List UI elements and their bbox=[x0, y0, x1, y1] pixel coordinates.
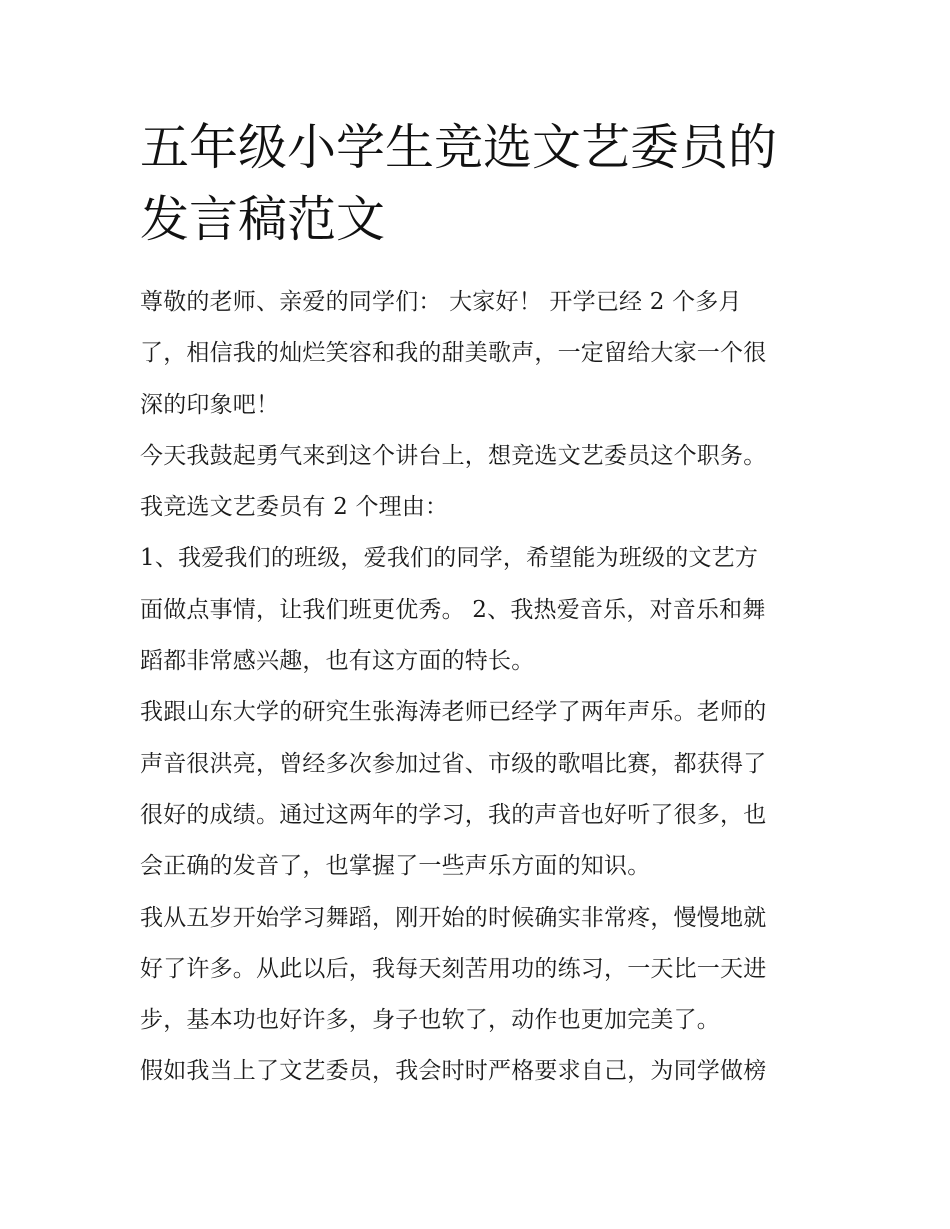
text-line: 我从五岁开始学习舞蹈，刚开始的时候确实非常疼，慢慢地就 bbox=[140, 904, 767, 931]
title-line: 五年级小学生竞选文艺委员的 bbox=[140, 119, 778, 176]
text-line: 1、我爱我们的班级，爱我们的同学，希望能为班级的文艺方 bbox=[140, 545, 759, 572]
text-line: 声音很洪亮，曾经多次参加过省、市级的歌唱比赛，都获得了 bbox=[140, 750, 767, 777]
text-line: 蹈都非常感兴趣，也有这方面的特长。 bbox=[140, 648, 535, 675]
text-line: 今天我鼓起勇气来到这个讲台上，想竞选文艺委员这个职务。 bbox=[140, 442, 767, 469]
text-line: 面做点事情，让我们班更优秀。 2、我热爱音乐，对音乐和舞 bbox=[140, 596, 766, 623]
text-line: 很好的成绩。通过这两年的学习，我的声音也好听了很多，也 bbox=[140, 801, 767, 828]
text-line: 假如我当上了文艺委员，我会时时严格要求自己，为同学做榜 bbox=[140, 1058, 767, 1085]
text-line: 深的印象吧！ bbox=[140, 391, 280, 418]
text-line: 尊敬的老师、亲爱的同学们： 大家好！ 开学已经 2 个多月 bbox=[140, 289, 742, 315]
document-body bbox=[140, 280, 830, 1101]
text-line: 好了许多。从此以后，我每天刻苦用功的练习，一天比一天进 bbox=[140, 955, 767, 982]
text-line: 我跟山东大学的研究生张海涛老师已经学了两年声乐。老师的 bbox=[140, 699, 767, 726]
text-line: 会正确的发音了，也掌握了一些声乐方面的知识。 bbox=[140, 853, 651, 880]
text-line: 了，相信我的灿烂笑容和我的甜美歌声，一定留给大家一个很 bbox=[140, 340, 767, 367]
text-line: 我竞选文艺委员有 2 个理由： bbox=[140, 494, 449, 521]
text-line: 步，基本功也好许多，身子也软了，动作也更加完美了。 bbox=[140, 1007, 720, 1034]
title-line: 发言稿范文 bbox=[140, 191, 386, 248]
document-title bbox=[140, 112, 820, 256]
